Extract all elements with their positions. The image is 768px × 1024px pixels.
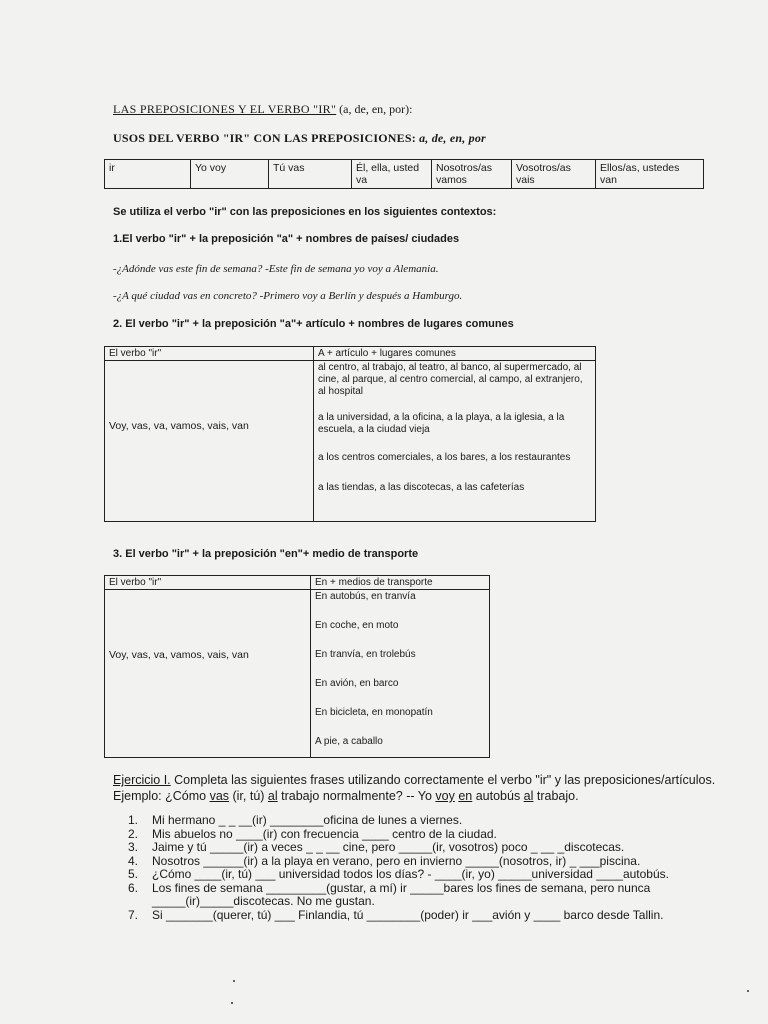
item-number: 1.	[128, 813, 139, 827]
example-answer: al	[267, 789, 278, 803]
conjugation-cell: Vosotros/as vais	[512, 160, 596, 189]
example-answer: en	[458, 789, 473, 803]
example-part: trabajo.	[533, 789, 579, 803]
exercise-instruction: Completa las siguientes frases utilizando correctamente el verbo "ir" y las preposiciones/artículos.	[170, 773, 716, 787]
example-answer: voy	[435, 789, 455, 803]
section2-col1-header: El verbo "ir"	[105, 347, 314, 361]
exercise-item	[128, 909, 669, 923]
item-text: Mi hermano _ _ __(ir) ________oficina de lunes a viernes.	[152, 813, 463, 827]
scan-speck	[233, 980, 235, 982]
section3-verbs: Voy, vas, va, vamos, vais, van	[109, 649, 249, 661]
item-text: Mis abuelos no ____(ir) con frecuencia ____ centro de la ciudad.	[152, 826, 497, 841]
conjugation-cell: Tú vas	[269, 160, 352, 189]
page-title-main: LAS PREPOSICIONES Y EL VERBO "IR"	[113, 102, 337, 116]
example-part: Ejemplo: ¿Cómo	[113, 789, 210, 803]
place-line: a la universidad, a la oficina, a la playa, a la iglesia, a la	[318, 412, 565, 423]
exercise-example	[113, 789, 579, 803]
section2-verbs: Voy, vas, va, vamos, vais, van	[109, 420, 249, 432]
scan-speck	[747, 990, 749, 992]
item-number: 7.	[128, 907, 139, 922]
subtitle-preps: a, de, en, por	[419, 131, 486, 145]
exercise-item-continuation	[128, 895, 669, 909]
conjugation-row	[105, 160, 704, 189]
transport-line: En autobús, en tranvía	[315, 591, 416, 602]
section3-col1-header: El verbo "ir"	[105, 576, 311, 590]
conjugation-cell: Él, ella, usted va	[352, 160, 432, 189]
exercise-items	[128, 814, 669, 922]
item-text: Los fines de semana _________(gustar, a mí) ir _____bares los fines de semana, pero nunca	[152, 880, 651, 895]
item-text: ¿Cómo ____(ir, tú) ___ universidad todos los días? - ____(ir, yo) _____universidad ____autobús.	[152, 867, 669, 881]
section1-title: 1.El verbo "ir" + la preposición "a" + nombres de países/ ciudades	[113, 233, 460, 245]
transport-line: En avión, en barco	[315, 678, 399, 689]
page-subtitle	[113, 131, 486, 146]
conjugation-cell: Ellos/as, ustedes van	[596, 160, 704, 189]
section3-title: 3. El verbo "ir" + la preposición "en"+ medio de transporte	[113, 548, 419, 560]
exercise-item	[128, 868, 669, 882]
exercise-item	[128, 841, 669, 855]
place-line: al centro, al trabajo, al teatro, al banco, al supermercado, al	[318, 362, 582, 373]
section2-table	[104, 346, 596, 522]
item-number: 2.	[128, 826, 139, 841]
page-title-preps: (a, de, en, por):	[336, 102, 413, 116]
section1-example: -¿A qué ciudad vas en concreto? -Primero voy a Berlín y después a Hamburgo.	[113, 290, 463, 302]
section2-col2-header: A + artículo + lugares comunes	[314, 347, 596, 361]
conjugation-cell: Yo voy	[191, 160, 269, 189]
section1-example: -¿Adónde vas este fin de semana? -Este fin de semana yo voy a Alemania.	[113, 263, 439, 275]
item-number: 4.	[128, 853, 139, 868]
item-number: 5.	[128, 867, 139, 881]
place-line: escuela, a la ciudad vieja	[318, 424, 430, 435]
example-answer: al	[523, 789, 534, 803]
intro-text: Se utiliza el verbo "ir" con las preposiciones en los siguientes contextos:	[113, 206, 497, 218]
exercise-heading	[113, 773, 715, 787]
item-text: Si _______(querer, tú) ___ Finlandia, tú ________(poder) ir ___avión y ____ barco desde Tallin.	[152, 907, 664, 922]
example-part: autobús	[472, 789, 524, 803]
transport-line: En tranvía, en trolebús	[315, 649, 416, 660]
section2-title: 2. El verbo "ir" + la preposición "a"+ artículo + nombres de lugares comunes	[113, 318, 514, 330]
example-part: (ir, tú)	[229, 789, 268, 803]
example-answer: vas	[209, 789, 230, 803]
place-line: a las tiendas, a las discotecas, a las cafeterías	[318, 482, 525, 493]
item-number: 6.	[128, 880, 139, 895]
item-text: _____(ir)_____discotecas. No me gustan.	[152, 894, 375, 908]
transport-line: En coche, en moto	[315, 620, 399, 631]
section2-places-cell	[314, 361, 596, 522]
exercise-label: Ejercicio I.	[113, 773, 171, 787]
example-part: trabajo normalmente? -- Yo	[277, 789, 436, 803]
page-title	[113, 102, 412, 117]
exercise-item	[128, 828, 669, 842]
exercise-item	[128, 882, 669, 896]
transport-line: A pie, a caballo	[315, 736, 383, 747]
item-text: Nosotros ______(ir) a la playa en verano, pero en invierno _____(nosotros, ir) _ ___piscina.	[152, 853, 641, 868]
conjugation-cell: Nosotros/as vamos	[432, 160, 512, 189]
conjugation-cell: ir	[105, 160, 191, 189]
section2-verbs-cell	[105, 361, 314, 522]
exercise-item	[128, 814, 669, 828]
section3-verbs-cell	[105, 590, 311, 758]
place-line: a los centros comerciales, a los bares, a los restaurantes	[318, 452, 571, 463]
transport-line: En bicicleta, en monopatín	[315, 707, 433, 718]
subtitle-main: USOS DEL VERBO "IR" CON LAS PREPOSICIONES:	[113, 131, 420, 145]
conjugation-table	[104, 159, 704, 189]
place-line: cine, al parque, al centro comercial, al campo, al extranjero,	[318, 374, 583, 385]
section3-col2-header: En + medios de transporte	[311, 576, 490, 590]
section3-transport-cell	[311, 590, 490, 758]
scan-speck	[231, 1002, 233, 1004]
exercise-item	[128, 855, 669, 869]
item-number: 3.	[128, 840, 139, 854]
section3-table	[104, 575, 490, 758]
item-text: Jaime y tú _____(ir) a veces _ _ __ cine, pero _____(ir, vosotros) poco _ __ _discotecas.	[152, 840, 625, 854]
place-line: al hospital	[318, 386, 364, 397]
